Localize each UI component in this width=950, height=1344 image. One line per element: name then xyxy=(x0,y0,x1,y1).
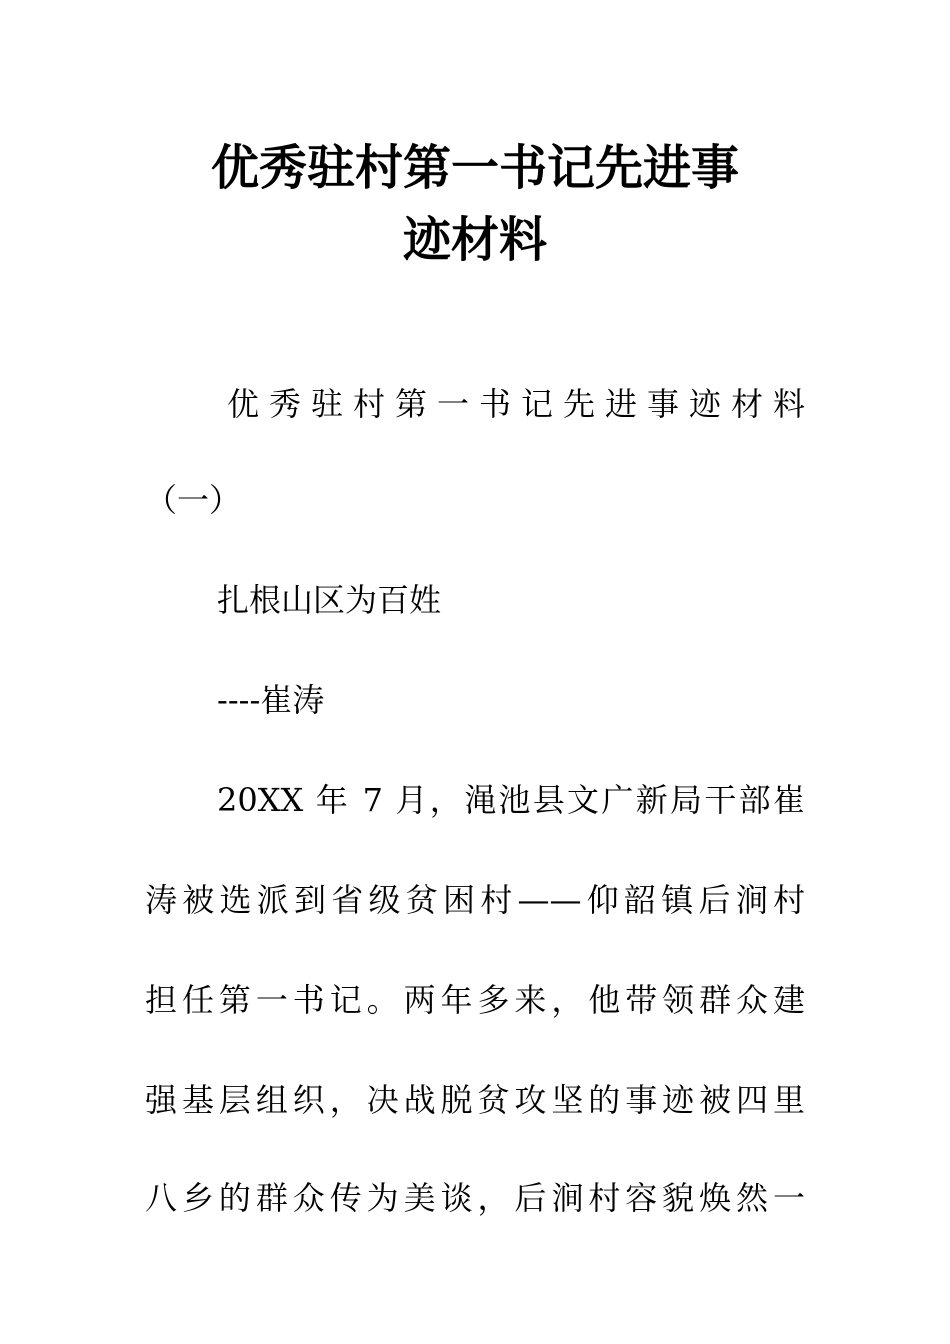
author-line: ----崔涛 xyxy=(217,681,325,719)
subtitle: 优秀驻村第一书记先进事迹材料 xyxy=(227,385,805,423)
document-title-line-1: 优秀驻村第一书记先进事 xyxy=(210,140,739,196)
paragraph-line: 八乡的群众传为美谈，后涧村容貌焕然一 xyxy=(145,1179,805,1217)
article-title: 扎根山区为百姓 xyxy=(217,581,442,619)
document-title-line-2: 迹材料 xyxy=(402,212,547,268)
subtitle-continuation: （一） xyxy=(145,481,242,519)
paragraph-line: 担任第一书记。两年多来，他带领群众建 xyxy=(145,981,805,1019)
paragraph-line: 涛被选派到省级贫困村——仰韶镇后涧村 xyxy=(145,881,805,919)
paragraph-line: 强基层组织，决战脱贫攻坚的事迹被四里 xyxy=(145,1081,805,1119)
paragraph-line: 20XX 年 7 月，渑池县文广新局干部崔 xyxy=(217,781,805,819)
